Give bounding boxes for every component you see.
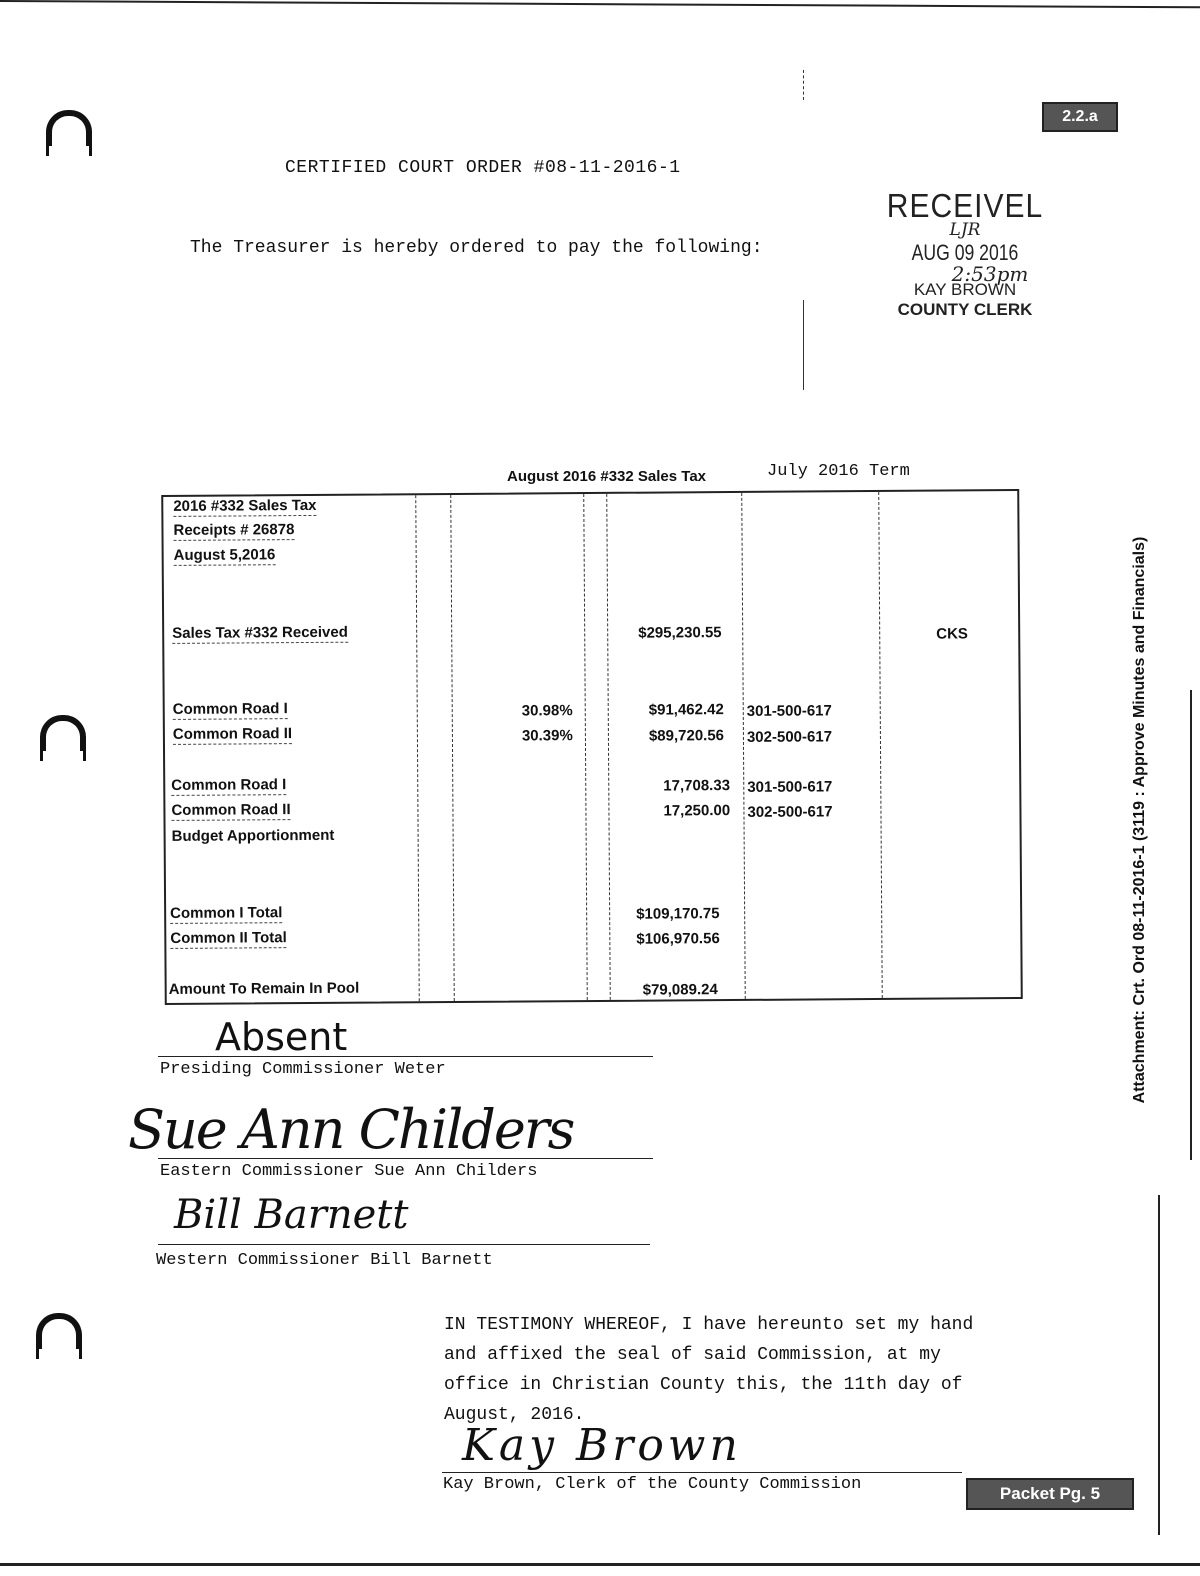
stamp-time: 2:53pm [951,262,1029,286]
signature-clerk: Kay Brown [462,1420,742,1471]
allocation-account-1: 301-500-617 [746,702,832,720]
received-stamp [880,190,1050,320]
testimony-line-3: office in Christian County this, the 11th day of [444,1375,963,1395]
total-label-1: Common I Total [170,904,283,922]
allocation-percent-2: 30.39% [521,727,573,745]
signature-eastern: Sue Ann Childers [128,1098,574,1161]
signature-line-clerk [442,1472,962,1473]
stamp-initials: LJR [949,220,981,240]
right-edge-line [1190,690,1192,1160]
testimony-block [444,1310,973,1430]
caption-eastern: Eastern Commissioner Sue Ann Childers [160,1162,538,1181]
allocation-label-2: Common Road II [172,725,293,743]
header-line-1: 2016 #332 Sales Tax [173,496,317,515]
budget-label-1: Common Road I [171,776,287,794]
caption-presiding: Presiding Commissioner Weter [160,1060,446,1079]
fold-mark [803,300,804,390]
column-divider [878,492,883,998]
signature-western: Bill Barnett [174,1192,409,1238]
stamp-received: RECEIVEL [886,188,1044,225]
received-amount: $295,230.55 [638,624,722,642]
budget-account-1: 301-500-617 [747,778,833,796]
budget-label-2: Common Road II [171,801,291,819]
top-edge-line [0,0,1200,8]
allocation-amount-1: $91,462.42 [648,701,724,719]
pool-label: Amount To Remain In Pool [168,979,360,998]
instruction-text: The Treasurer is hereby ordered to pay the following: [190,238,763,258]
budget-apportionment-label: Budget Apportionment [171,826,335,845]
caption-western: Western Commissioner Bill Barnett [156,1251,493,1270]
budget-amount-1: 17,708.33 [663,777,731,795]
column-divider [741,493,746,999]
testimony-line-4: August, 2016. [444,1405,585,1425]
punch-hole-middle [40,715,86,751]
signature-line-eastern [158,1158,653,1159]
allocation-account-2: 302-500-617 [746,728,833,746]
punch-hole-bottom [36,1313,82,1349]
header-line-3: August 5,2016 [173,546,276,564]
total-amount-2: $106,970.56 [636,930,720,948]
received-note: CKS [936,625,968,643]
pool-amount: $79,089.24 [642,981,718,999]
table-term: July 2016 Term [767,462,910,481]
allocation-amount-2: $89,720.56 [648,727,725,745]
punch-hole-top [46,110,92,146]
received-label: Sales Tax #332 Received [172,623,348,642]
total-amount-1: $109,170.75 [636,905,720,923]
column-divider [606,494,611,1000]
right-edge-line-lower [1158,1195,1160,1535]
caption-clerk: Kay Brown, Clerk of the County Commission [443,1475,862,1494]
header-line-2: Receipts # 26878 [173,521,295,539]
agenda-item-badge: 2.2.a [1042,102,1118,132]
budget-account-2: 302-500-617 [747,803,833,821]
stamp-office: COUNTY CLERK [897,300,1033,319]
stamp-name: KAY BROWN [913,280,1017,299]
fold-mark [803,70,804,100]
allocation-percent-1: 30.98% [521,702,573,720]
stamp-date: AUG 09 2016 [911,240,1019,265]
signature-line-presiding [158,1056,653,1057]
page-title: CERTIFIED COURT ORDER #08-11-2016-1 [285,158,681,178]
allocation-label-1: Common Road I [172,700,288,718]
budget-amount-2: 17,250.00 [663,802,731,820]
column-divider [583,494,588,1000]
attachment-side-label: Attachment: Crt. Ord 08-11-2016-1 (3119 : Approve Minutes and Financials) [1131,536,1148,1104]
testimony-line-1: IN TESTIMONY WHEREOF, I have hereunto set my hand [444,1315,974,1335]
total-label-2: Common II Total [170,929,287,947]
column-divider [415,495,420,1001]
bottom-edge-line [0,1563,1200,1566]
column-divider [450,495,455,1001]
testimony-line-2: and affixed the seal of said Commission, at my [444,1345,941,1365]
signature-line-western [158,1244,650,1245]
sales-tax-table [161,489,1023,1005]
packet-page-badge: Packet Pg. 5 [966,1478,1134,1510]
table-caption: August 2016 #332 Sales Tax [507,468,706,485]
signature-presiding: Absent [215,1015,348,1059]
